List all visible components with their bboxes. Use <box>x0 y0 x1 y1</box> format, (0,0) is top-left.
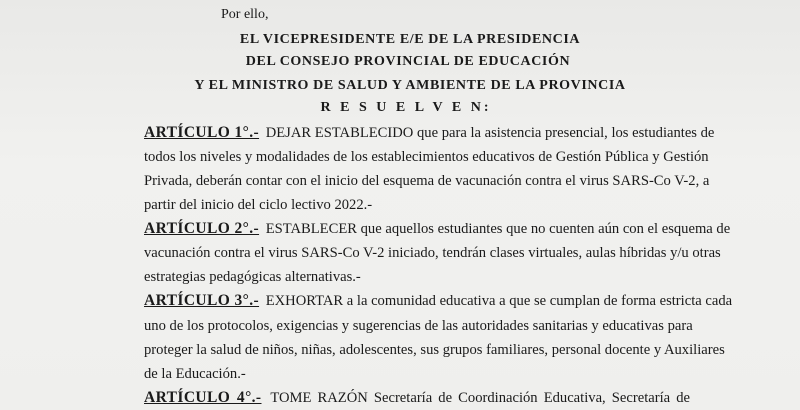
article-4-label: ARTÍCULO 4°.- <box>144 389 262 406</box>
article-3-line-3: proteger la salud de niños, niñas, adolescentes, sus grupos familiares, personal docente y Auxiliares <box>144 342 725 358</box>
article-1-line-4: partir del inicio del ciclo lectivo 2022.- <box>144 197 373 213</box>
header-line-3: Y EL MINISTRO DE SALUD Y AMBIENTE DE LA PROVINCIA <box>194 78 626 93</box>
article-2-line-2: vacunación contra el virus SARS-Co V-2 iniciado, tendrán clases virtuales, aulas híbridas y/u otras <box>144 245 721 261</box>
article-2-line-1: ARTÍCULO 2°.- ESTABLECER que aquellos estudiantes que no cuenten aún con el esquema de <box>144 220 731 237</box>
article-2-line-3: estrategias pedagógicas alternativas.- <box>144 269 361 285</box>
header-line-1: EL VICEPRESIDENTE E/E DE LA PRESIDENCIA <box>239 32 581 47</box>
article-3-line-1: ARTÍCULO 3°.- EXHORTAR a la comunidad educativa a que se cumplan de forma estricta cada <box>144 292 733 309</box>
article-3-label: ARTÍCULO 3°.- <box>144 292 260 309</box>
article-4-line-1: ARTÍCULO 4°.- TOME RAZÓN Secretaría de Coordinación Educativa, Secretaría de <box>144 389 690 406</box>
intro-text: Por ello, <box>221 7 269 22</box>
header-resuelven: R E S U E L V E N: <box>320 100 492 115</box>
article-1-line-3: Privada, deberán contar con el inicio del esquema de vacunación contra el virus SARS-Co V-2, a <box>144 173 710 189</box>
article-3-line-2: uno de los protocolos, exigencias y sugerencias de las autoridades sanitarias y educativas para <box>144 318 693 334</box>
article-2-label: ARTÍCULO 2°.- <box>144 220 260 237</box>
article-3-line-4: de la Educación.- <box>144 366 246 382</box>
article-1-line-1: ARTÍCULO 1°.- DEJAR ESTABLECIDO que para la asistencia presencial, los estudiantes de <box>144 124 715 141</box>
article-1-label: ARTÍCULO 1°.- <box>144 124 260 141</box>
header-line-2: DEL CONSEJO PROVINCIAL DE EDUCACIÓN <box>245 54 571 69</box>
article-1-line-2: todos los niveles y modalidades de los establecimientos educativos de Gestión Pública y Gestión <box>144 149 709 165</box>
